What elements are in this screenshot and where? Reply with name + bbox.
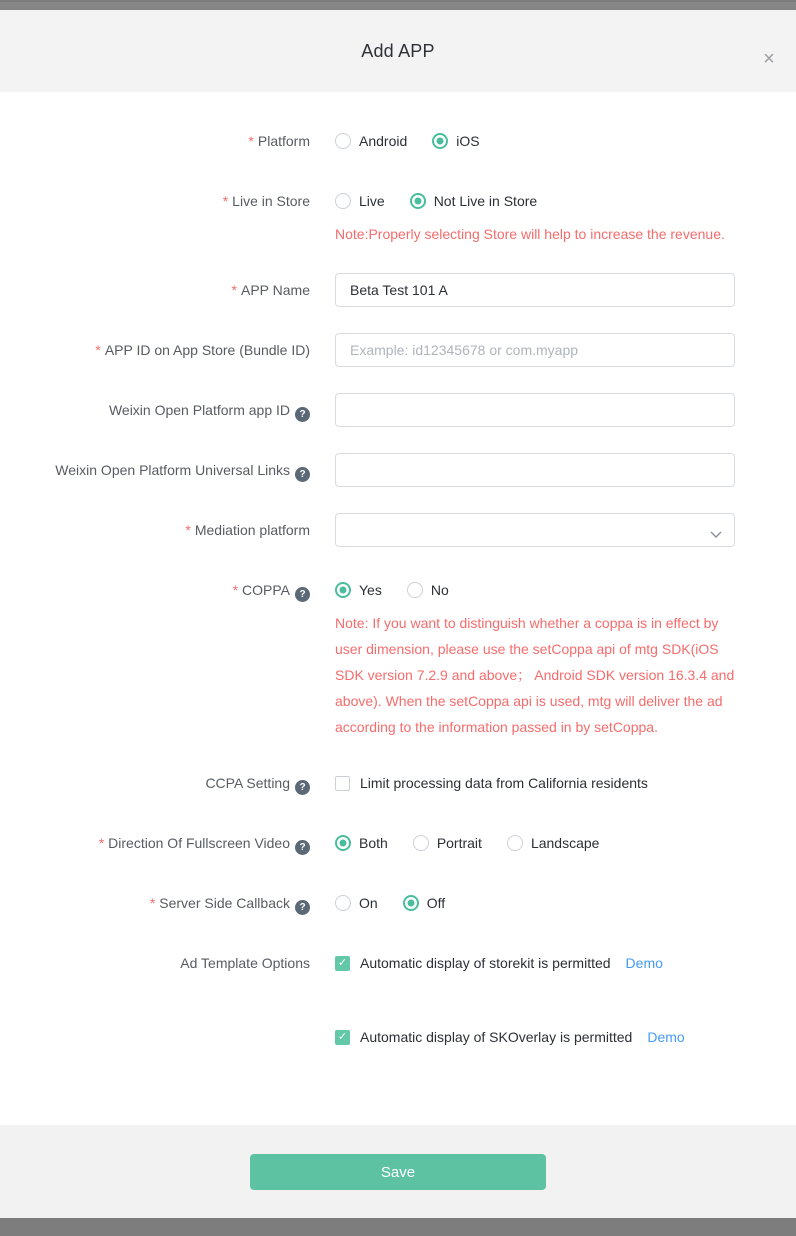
ccpa-label: CCPA Setting (205, 775, 290, 791)
form-row-app-id (0, 333, 796, 367)
direction-radio-portrait[interactable] (413, 835, 482, 851)
checkbox-icon[interactable]: ✓ (335, 956, 350, 971)
radio-label: Not Live in Store (433, 193, 538, 209)
save-button[interactable]: Save (250, 1154, 546, 1190)
app-id-input[interactable] (335, 333, 735, 367)
live-radio-live[interactable] (335, 193, 385, 209)
skoverlay-checkbox-label: Automatic display of SKOverlay is permitted (360, 1029, 633, 1045)
ccpa-checkbox-label: Limit processing data from California residents (360, 775, 648, 791)
storekit-demo-link[interactable]: Demo (625, 955, 663, 971)
required-asterisk: * (98, 835, 105, 851)
platform-radio-group (335, 124, 735, 158)
required-asterisk: * (231, 282, 237, 298)
form-row-platform (0, 124, 796, 158)
radio-icon[interactable] (335, 133, 351, 149)
live-in-store-radio-group (335, 184, 735, 218)
required-asterisk: * (185, 522, 191, 538)
radio-label: Landscape (530, 835, 600, 851)
direction-radio-group (335, 826, 735, 860)
direction-radio-landscape[interactable] (507, 835, 600, 851)
skoverlay-demo-link[interactable]: Demo (647, 1029, 685, 1045)
app-name-label: APP Name (241, 282, 310, 298)
radio-icon[interactable] (335, 193, 351, 209)
required-asterisk: * (222, 193, 229, 209)
radio-icon[interactable] (403, 895, 419, 911)
page-title: Add APP (361, 40, 435, 61)
required-asterisk: * (95, 342, 101, 358)
server-callback-label: Server Side Callback (159, 895, 290, 911)
radio-icon[interactable] (335, 835, 351, 851)
radio-icon[interactable] (432, 133, 448, 149)
direction-label: Direction Of Fullscreen Video (108, 835, 290, 851)
required-asterisk: * (149, 895, 156, 911)
modal-footer (0, 1125, 796, 1218)
required-asterisk: * (248, 133, 254, 149)
form-row-coppa (0, 573, 796, 740)
weixin-app-id-input[interactable] (335, 393, 735, 427)
weixin-app-id-label: Weixin Open Platform app ID (108, 402, 290, 418)
radio-label: No (430, 582, 449, 598)
form-row-app-name (0, 273, 796, 307)
live-radio-not-live[interactable] (410, 193, 538, 209)
platform-radio-ios[interactable] (432, 133, 479, 149)
form-row-direction (0, 826, 796, 860)
form-row-weixin-app-id (0, 393, 796, 427)
radio-label: Both (359, 835, 388, 851)
form-row-ad-template-options (0, 946, 796, 1054)
radio-icon[interactable] (410, 193, 426, 209)
server-callback-radio-group (335, 886, 735, 920)
radio-label: Yes (359, 582, 382, 598)
form-row-weixin-universal-links (0, 453, 796, 487)
radio-icon[interactable] (507, 835, 523, 851)
storekit-checkbox-label: Automatic display of storekit is permitted (360, 955, 611, 971)
app-id-label: APP ID on App Store (Bundle ID) (104, 342, 310, 358)
add-app-form (0, 92, 796, 1125)
help-icon[interactable]: ? (295, 587, 310, 602)
live-in-store-label: Live in Store (232, 193, 310, 209)
radio-icon[interactable] (335, 582, 351, 598)
form-row-server-callback (0, 886, 796, 920)
radio-label: Off (426, 895, 446, 911)
help-icon[interactable]: ? (295, 467, 310, 482)
platform-radio-android[interactable] (335, 133, 407, 149)
help-icon[interactable]: ? (295, 900, 310, 915)
app-name-input[interactable] (335, 273, 735, 307)
close-icon[interactable]: × (763, 48, 775, 70)
chevron-down-icon (710, 526, 722, 544)
radio-icon[interactable] (413, 835, 429, 851)
ccpa-checkbox[interactable] (335, 775, 648, 791)
radio-label: iOS (456, 133, 480, 149)
radio-label: Android (359, 133, 408, 149)
coppa-radio-group (335, 573, 735, 607)
radio-label: Portrait (436, 835, 482, 851)
form-row-live-in-store (0, 184, 796, 247)
live-in-store-note: Note:Properly selecting Store will help to increase the revenue. (335, 226, 725, 242)
coppa-radio-no[interactable] (407, 582, 449, 598)
checkbox-icon[interactable]: ✓ (335, 1030, 350, 1045)
background-page-top (0, 0, 796, 10)
direction-radio-both[interactable] (335, 835, 388, 851)
required-asterisk: * (232, 582, 239, 598)
server-callback-radio-off[interactable] (403, 895, 445, 911)
weixin-universal-links-input[interactable] (335, 453, 735, 487)
checkbox-icon[interactable] (335, 776, 350, 791)
help-icon[interactable]: ? (295, 407, 310, 422)
radio-label: Live (359, 193, 385, 209)
radio-icon[interactable] (407, 582, 423, 598)
server-callback-radio-on[interactable] (335, 895, 378, 911)
radio-icon[interactable] (335, 895, 351, 911)
coppa-note: Note: If you want to distinguish whether a coppa is in effect by user dimension, please use the setCoppa api of mtg SDK(iOS SDK version 7.2.9 and above； Android SDK version 16.3.4 and above). When the setCoppa api is used, mtg will deliver the ad according to the information passed in by setCoppa. (335, 615, 735, 735)
help-icon[interactable]: ? (295, 840, 310, 855)
weixin-universal-links-label: Weixin Open Platform Universal Links (55, 462, 290, 478)
mediation-platform-label: Mediation platform (194, 522, 310, 538)
background-page-bottom (0, 1218, 796, 1236)
form-row-mediation-platform (0, 513, 796, 547)
modal-header (0, 10, 796, 92)
help-icon[interactable]: ? (295, 780, 310, 795)
form-row-ccpa (0, 766, 796, 800)
coppa-radio-yes[interactable] (335, 582, 382, 598)
coppa-label: COPPA (242, 582, 290, 598)
ad-template-options-label: Ad Template Options (180, 955, 310, 971)
radio-label: On (359, 895, 378, 911)
mediation-platform-select[interactable] (335, 513, 735, 547)
skoverlay-checkbox[interactable] (335, 1029, 632, 1045)
storekit-checkbox[interactable] (335, 955, 611, 971)
platform-label: Platform (257, 133, 310, 149)
